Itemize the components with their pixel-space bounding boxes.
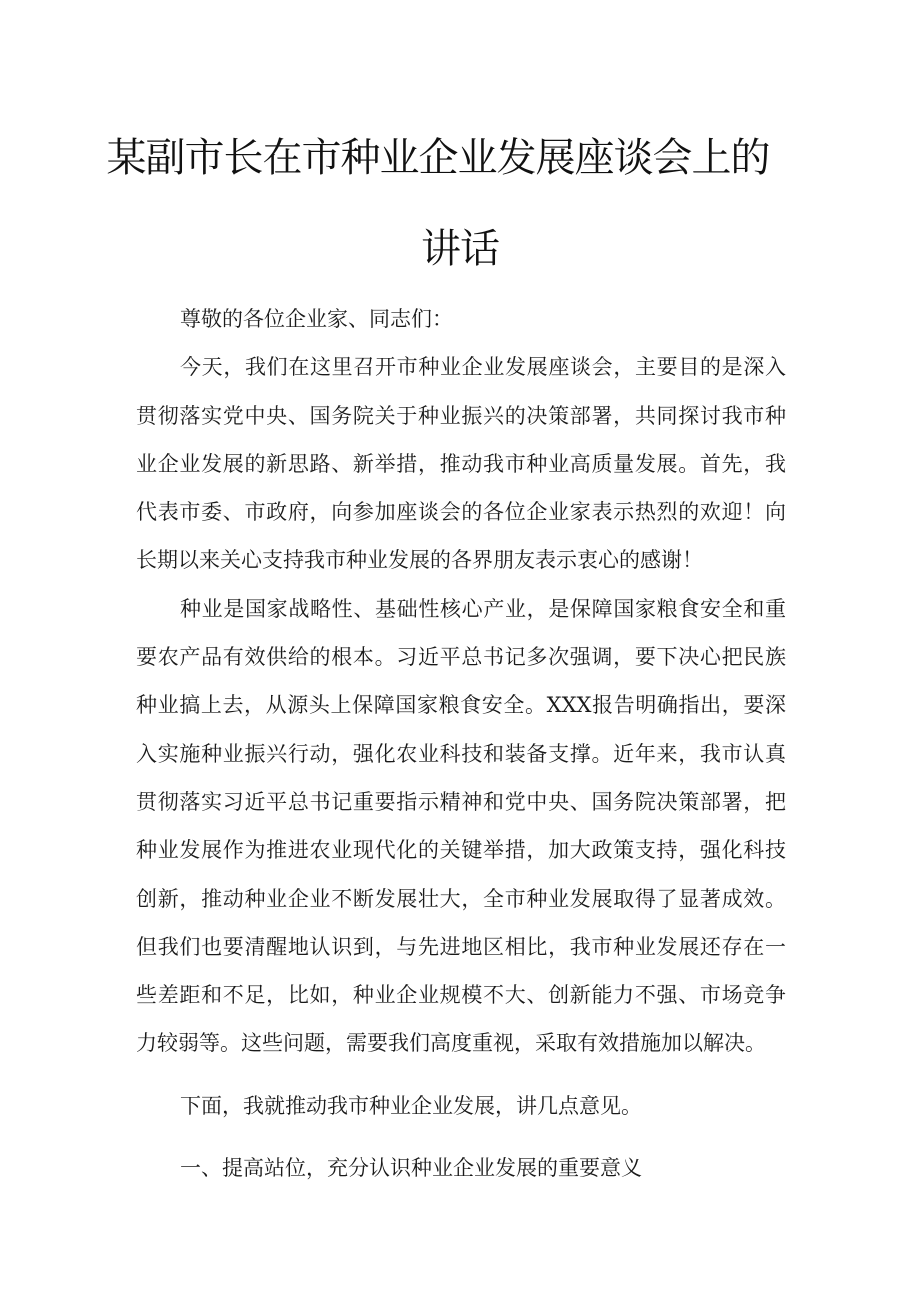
paragraph-gap bbox=[136, 1068, 786, 1082]
paragraph-transition: 下面，我就推动我市种业企业发展，讲几点意见。 bbox=[180, 1093, 642, 1118]
document-body bbox=[136, 295, 786, 1192]
salutation: 尊敬的各位企业家、同志们： bbox=[180, 307, 453, 331]
paragraph-seed-industry: 种业是国家战略性、基础性核心产业，是保障国家粮食安全和重要农产品有效供给的根本。习近平总书记多次强调，要下决心把民族种业搞上去，从源头上保障国家粮食安全。XXX报告明确指出，要深入实施种业振兴行动，强化农业科技和装备支撑。近年来，我市认真贯彻落实习近平总书记重要指示精神和党中央、国务院决策部署，把种业发展作为推进农业现代化的关键举措，加大政策支持，强化科技创新，推动种业企业不断发展壮大，全市种业发展取得了显著成效。但我们也要清醒地认识到，与先进地区相比，我市种业发展还存在一些差距和不足，比如，种业企业规模不大、创新能力不强、市场竞争力较弱等。这些问题，需要我们高度重视，采取有效措施加以解决。 bbox=[136, 596, 786, 1056]
section-heading-1: 一、提高站位，充分认识种业企业发展的重要意义 bbox=[180, 1156, 642, 1181]
document-title-line-2: 讲话 bbox=[421, 226, 499, 272]
paragraph-opening: 今天，我们在这里召开市种业企业发展座谈会，主要目的是深入贯彻落实党中央、国务院关于种业振兴的决策部署，共同探讨我市种业企业发展的新思路、新举措，推动我市种业高质量发展。首先，我代表市委、市政府，向参加座谈会的各位企业家表示热烈的欢迎！向长期以来关心支持我市种业发展的各界朋友表示衷心的感谢！ bbox=[136, 355, 786, 573]
paragraph-gap bbox=[136, 1130, 786, 1144]
document-title-line-1: 某副市长在市种业企业发展座谈会上的 bbox=[106, 135, 770, 181]
